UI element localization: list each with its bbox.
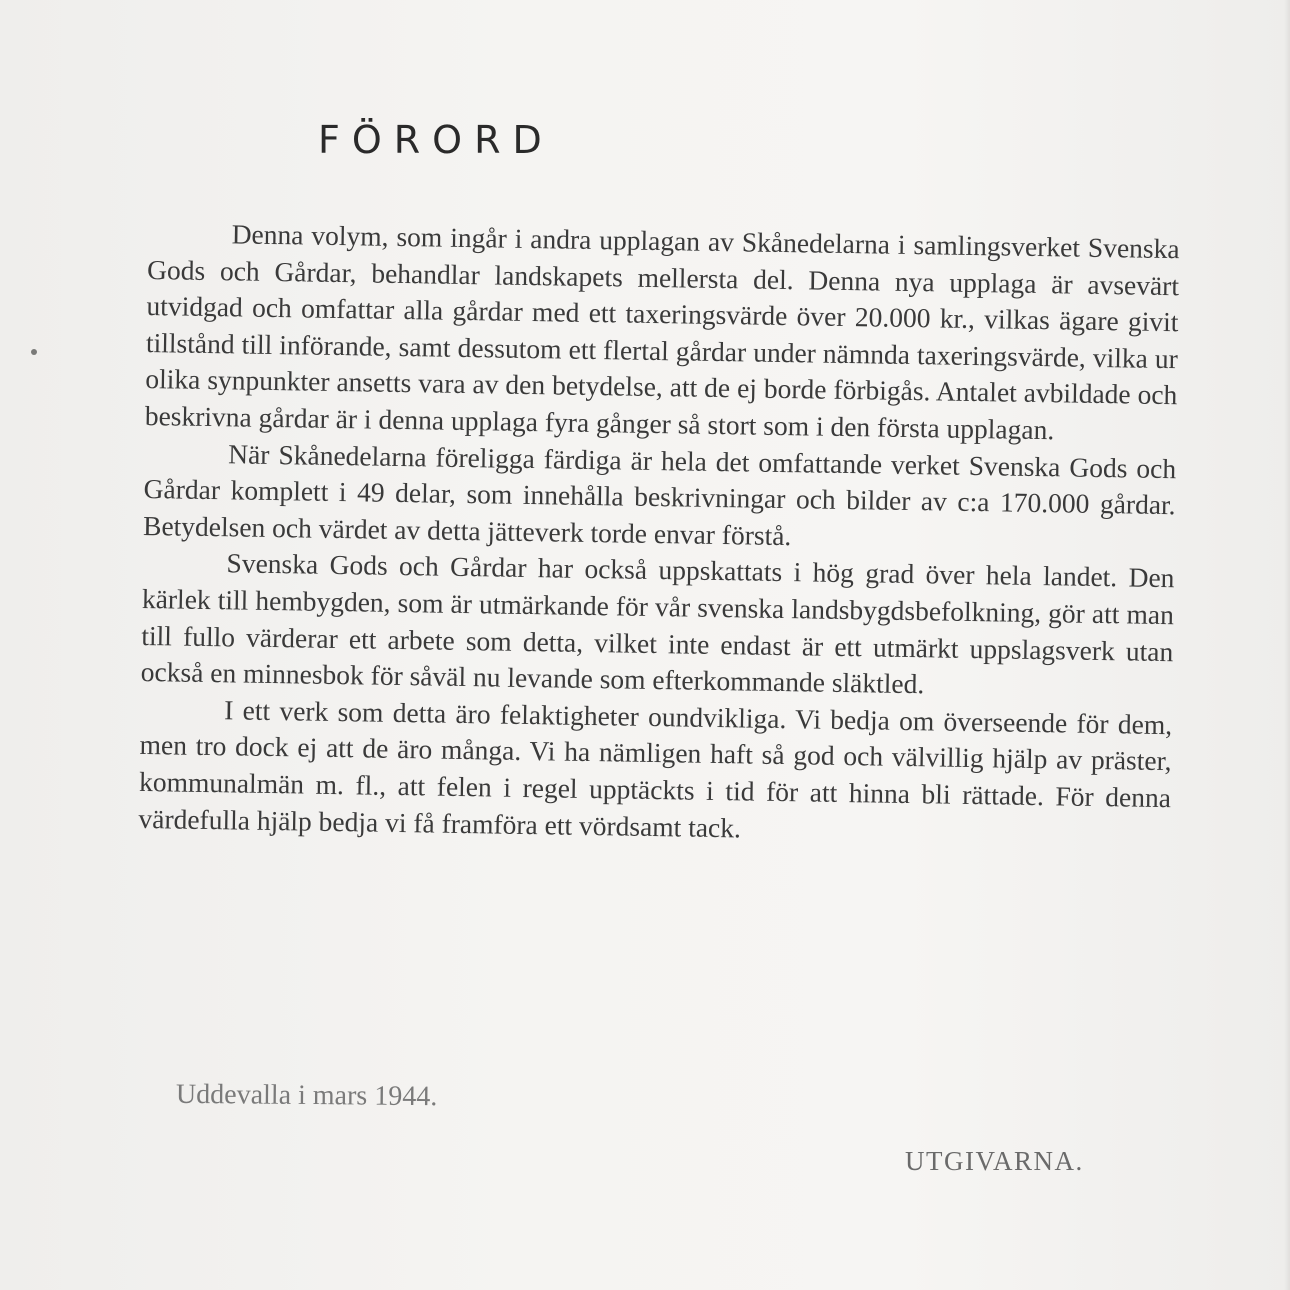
page-edge-shadow	[1284, 0, 1290, 1290]
paper-speck	[31, 349, 37, 355]
signature: UTGIVARNA.	[905, 1146, 1084, 1176]
page-title: FÖRORD	[318, 118, 554, 162]
place-and-date: Uddevalla i mars 1944.	[175, 1078, 438, 1113]
paragraph-1: Denna volym, som ingår i andra upplagan av Skånedelarna i samlingsverket Svenska Gods och Gårdar, behandlar landskapets mellersta del. Denna nya upplaga är avsevärt utvidgad och omfattar alla gårdar med ett taxeringsvärde över 20.000 kr., vilkas ägare givit tillstånd till införande, samt dessutom ett flertal gårdar under nämnda taxeringsvärde, vilka ur olika synpunkter ansetts vara av den betydelse, att de ej borde förbigås. Antalet avbildade och beskrivna gårdar är i denna upplaga fyra gånger så stort som i den första upplagan.	[144, 218, 1180, 446]
paragraph-4: I ett verk som detta äro felaktigheter oundvikliga. Vi bedja om överseende för dem, men tro dock ej att de äro många. Vi ha nämligen haft så god och välvillig hjälp av präster, kommunalmän m. fl., att felen i regel upptäckts i tid för att hinna bli rättade. För denna värdefulla hjälp bedja vi få framföra ett vördsamt tack.	[138, 693, 1173, 843]
paragraph-2: När Skånedelarna föreligga färdiga är hela det omfattande verket Svenska Gods och Gårdar komplett i 49 delar, som innehålla beskrivningar och bilder av c:a 170.000 gårdar. Betydelsen och värdet av detta jätteverk torde envar förstå.	[142, 437, 1177, 551]
paragraph-3: Svenska Gods och Gårdar har också uppskattats i hög grad över hela landet. Den kärlek till hembygden, som är utmärkande för vår svenska landsbygdsbefolkning, gör att man till fullo värderar ett arbete som detta, vilket inte endast är ett utmärkt uppslagsverk utan också en minnesbok för såväl nu levande som efterkommande släktled.	[140, 547, 1175, 700]
preface-body	[138, 215, 1180, 853]
